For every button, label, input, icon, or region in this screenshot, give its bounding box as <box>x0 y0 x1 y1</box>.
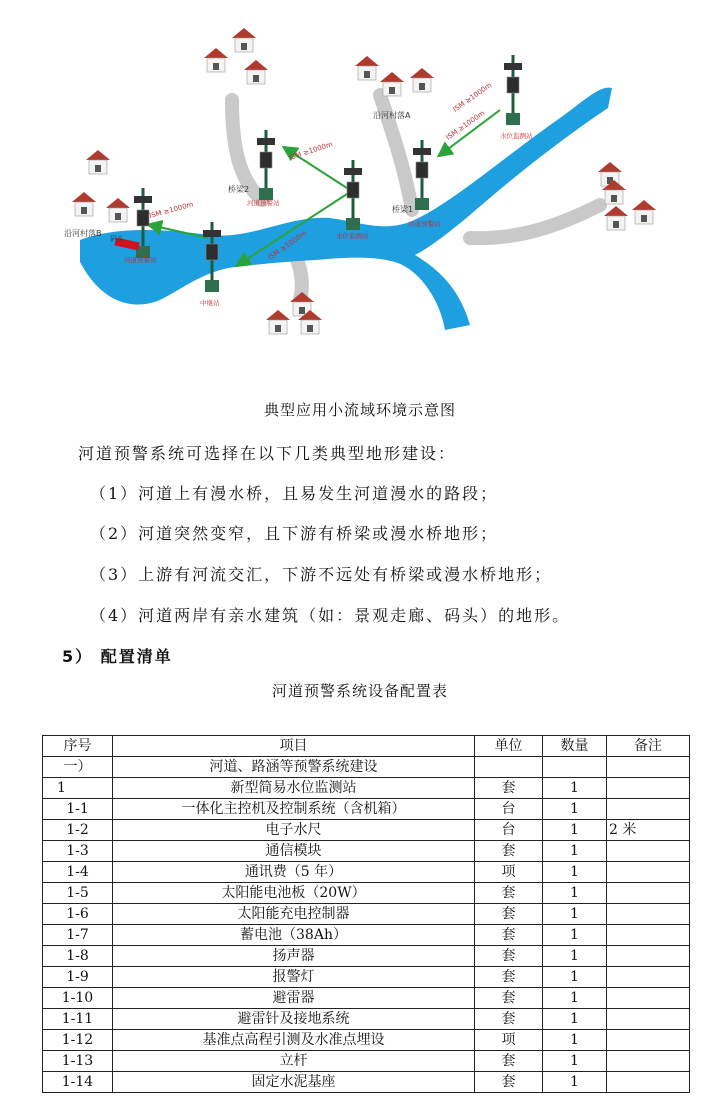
table-row <box>43 1030 690 1051</box>
warning-center-label: 河道预警站 <box>247 199 280 207</box>
header-quantity: 数量 <box>543 736 607 757</box>
cell-index: 1-1 <box>43 799 113 820</box>
cell-item: 扬声器 <box>113 946 475 967</box>
cell-index: 1-2 <box>43 820 113 841</box>
cell-remark <box>607 988 690 1009</box>
link-label: ISM ≥1000m <box>148 200 195 220</box>
table-row <box>43 778 690 799</box>
warning-station-right-icon <box>413 140 431 210</box>
cell-unit: 套 <box>475 904 543 925</box>
cell-remark: 2 米 <box>607 820 690 841</box>
cell-item: 太阳能电池板（20W） <box>113 883 475 904</box>
table-row <box>43 799 690 820</box>
cell-index: 1-9 <box>43 967 113 988</box>
cell-unit: 套 <box>475 883 543 904</box>
table-row <box>43 946 690 967</box>
cell-remark <box>607 841 690 862</box>
table-row <box>43 862 690 883</box>
cell-quantity: 1 <box>543 946 607 967</box>
cell-item: 电子水尺 <box>113 820 475 841</box>
cell-quantity: 1 <box>543 820 607 841</box>
list-item: （4）河道两岸有亲水建筑（如：景观走廊、码头）的地形。 <box>90 606 571 625</box>
table-title: 河道预警系统设备配置表 <box>271 682 448 700</box>
cell-quantity: 1 <box>543 1072 607 1093</box>
table-row <box>43 988 690 1009</box>
cell-unit: 套 <box>475 841 543 862</box>
cell-item: 立杆 <box>113 1051 475 1072</box>
cell-quantity: 1 <box>543 799 607 820</box>
cell-index: 1-12 <box>43 1030 113 1051</box>
section-heading: 5） 配置清单 <box>62 647 173 666</box>
cell-unit: 台 <box>475 799 543 820</box>
relay-station-label: 中继站 <box>200 299 220 307</box>
cell-item: 避雷针及接地系统 <box>113 1009 475 1030</box>
table-body <box>43 757 690 1093</box>
link-label: ISM ≥1000m <box>266 229 309 262</box>
cell-unit: 项 <box>475 1030 543 1051</box>
cell-remark <box>607 946 690 967</box>
cell-item: 避雷器 <box>113 988 475 1009</box>
cell-remark <box>607 757 690 778</box>
cell-index: 1-4 <box>43 862 113 883</box>
header-remark: 备注 <box>607 736 690 757</box>
cell-quantity: 1 <box>543 1030 607 1051</box>
table-row <box>43 757 690 778</box>
cell-index: 1-13 <box>43 1051 113 1072</box>
cell-index: 1-3 <box>43 841 113 862</box>
link-label: ISM ≥1000m <box>444 109 487 142</box>
village-a-label: 沿河村落A <box>373 111 411 120</box>
cell-index: 1-5 <box>43 883 113 904</box>
cell-remark <box>607 1030 690 1051</box>
upstream-station-label: 水位监测站 <box>500 132 533 140</box>
cell-quantity: 1 <box>543 883 607 904</box>
cell-quantity <box>543 757 607 778</box>
cell-unit <box>475 757 543 778</box>
cell-index: 1-8 <box>43 946 113 967</box>
cell-unit: 套 <box>475 946 543 967</box>
cell-item: 通讯费（5 年） <box>113 862 475 883</box>
cell-unit: 套 <box>475 1072 543 1093</box>
table-row <box>43 904 690 925</box>
cell-remark <box>607 862 690 883</box>
cell-quantity: 1 <box>543 1009 607 1030</box>
level-station-icon <box>344 160 362 230</box>
dock-label: 码头 <box>110 235 124 243</box>
header-index: 序号 <box>43 736 113 757</box>
cell-unit: 套 <box>475 1051 543 1072</box>
cell-unit: 台 <box>475 820 543 841</box>
table-row <box>43 925 690 946</box>
cell-item: 河道、路涵等预警系统建设 <box>113 757 475 778</box>
warning-left-label: 河道预警站 <box>124 256 157 264</box>
cell-quantity: 1 <box>543 904 607 925</box>
table-row <box>43 1051 690 1072</box>
list-item: （1）河道上有漫水桥，且易发生河道漫水的路段； <box>90 484 499 503</box>
cell-index: 一） <box>43 757 113 778</box>
cell-item: 基准点高程引测及水准点埋设 <box>113 1030 475 1051</box>
list-item: （3）上游有河流交汇，下游不远处有桥梁或漫水桥地形； <box>90 565 553 584</box>
link-label: ISM ≥1000m <box>451 81 494 114</box>
cell-remark <box>607 778 690 799</box>
header-item: 项目 <box>113 736 475 757</box>
link-label: ISM ≥1000m <box>288 140 334 162</box>
cell-index: 1-14 <box>43 1072 113 1093</box>
cell-remark <box>607 925 690 946</box>
cell-remark <box>607 799 690 820</box>
cell-remark <box>607 967 690 988</box>
cell-remark <box>607 883 690 904</box>
list-item: （2）河道突然变窄，且下游有桥梁或漫水桥地形； <box>90 524 499 543</box>
table-row <box>43 967 690 988</box>
cell-quantity: 1 <box>543 1051 607 1072</box>
cell-item: 报警灯 <box>113 967 475 988</box>
cell-item: 新型简易水位监测站 <box>113 778 475 799</box>
cell-unit: 套 <box>475 778 543 799</box>
cell-index: 1-11 <box>43 1009 113 1030</box>
intro-text: 河道预警系统可选择在以下几类典型地形建设： <box>78 444 457 463</box>
table-row <box>43 883 690 904</box>
cell-quantity: 1 <box>543 862 607 883</box>
warning-station-center-icon <box>257 130 275 200</box>
config-table <box>42 735 690 1093</box>
cell-quantity: 1 <box>543 778 607 799</box>
cell-item: 蓄电池（38Ah） <box>113 925 475 946</box>
cell-quantity: 1 <box>543 967 607 988</box>
cell-index: 1 <box>43 778 113 799</box>
table-row <box>43 1072 690 1093</box>
table-row <box>43 1009 690 1030</box>
upstream-station-icon <box>504 55 522 125</box>
cell-item: 固定水泥基座 <box>113 1072 475 1093</box>
table-row <box>43 820 690 841</box>
river-diagram <box>0 0 720 385</box>
cell-quantity: 1 <box>543 925 607 946</box>
table-header-row <box>43 736 690 757</box>
cell-item: 通信模块 <box>113 841 475 862</box>
cell-index: 1-7 <box>43 925 113 946</box>
cell-item: 太阳能充电控制器 <box>113 904 475 925</box>
cell-remark <box>607 1072 690 1093</box>
bridge2-label: 桥梁2 <box>228 185 250 194</box>
diagram-caption: 典型应用小流域环境示意图 <box>263 401 456 419</box>
cell-index: 1-10 <box>43 988 113 1009</box>
cell-item: 一体化主控机及控制系统（含机箱） <box>113 799 475 820</box>
cell-quantity: 1 <box>543 841 607 862</box>
cell-unit: 套 <box>475 988 543 1009</box>
cell-unit: 项 <box>475 862 543 883</box>
bridge1-label: 桥梁1 <box>392 205 414 214</box>
cell-unit: 套 <box>475 1009 543 1030</box>
level-station-label: 水位监测站 <box>336 232 369 240</box>
cell-remark <box>607 1051 690 1072</box>
cell-unit: 套 <box>475 967 543 988</box>
village-b-label: 沿河村落B <box>64 229 102 238</box>
header-unit: 单位 <box>475 736 543 757</box>
cell-index: 1-6 <box>43 904 113 925</box>
warning-right-label: 河道预警站 <box>408 220 441 228</box>
cell-remark <box>607 1009 690 1030</box>
cell-unit: 套 <box>475 925 543 946</box>
table-row <box>43 841 690 862</box>
cell-quantity: 1 <box>543 988 607 1009</box>
cell-remark <box>607 904 690 925</box>
